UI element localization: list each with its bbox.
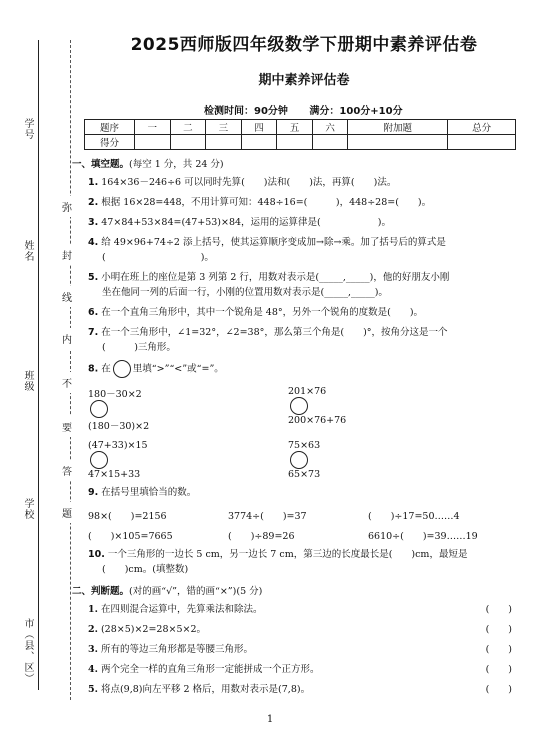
compare-item [288, 386, 346, 432]
compare-left: (47+33)×15 [88, 440, 148, 451]
score-cell[interactable] [277, 135, 313, 150]
table-cell: 附加题 [348, 120, 448, 135]
score-cell[interactable] [135, 135, 171, 150]
name-label: 姓名 [22, 240, 33, 262]
question-text: 小明在班上的座位是第 3 列第 2 行，用数对表示是(_____,_____)，他的好朋友小刚 [101, 272, 450, 283]
score-table-header [85, 120, 516, 135]
question-number: 7. [88, 327, 99, 338]
question-number: 6. [88, 307, 99, 318]
page-number: 1 [266, 714, 274, 725]
question-text: 在四则混合运算中，先算乘法和除法。 [100, 604, 263, 615]
compare-row [88, 440, 524, 480]
question-number: 2. [88, 624, 98, 635]
question-number: 10. [88, 549, 105, 560]
question-number: 1. [88, 604, 98, 615]
judge-item [88, 683, 524, 697]
compare-circle [113, 360, 131, 378]
binding-margin [0, 0, 80, 738]
seal-char: 线 [62, 286, 72, 307]
table-cell: 总分 [448, 120, 516, 135]
table-cell: 三 [206, 120, 242, 135]
question-4 [88, 235, 524, 265]
compare-right: 200×76+76 [288, 415, 347, 426]
question-text: 在括号里填恰当的数。 [101, 487, 197, 498]
judge-item [88, 623, 524, 637]
question-8 [88, 360, 524, 378]
question-text: 所有的等边三角形都是等腰三角形。 [100, 644, 253, 655]
fill-item: 6610÷( )=39……19 [368, 531, 478, 542]
table-cell: 得分 [85, 135, 135, 150]
answer-paren[interactable]: ( ) [485, 624, 512, 635]
section-title: 一、填空题。 [72, 159, 130, 170]
compare-right: (180－30)×2 [88, 421, 150, 432]
school-label: 学校 [22, 498, 33, 520]
question-number: 4. [88, 237, 99, 248]
question-7 [88, 325, 524, 355]
question-number: 2. [88, 197, 99, 208]
binding-dashed-line [70, 40, 71, 700]
question-text: 给 49×96+74÷2 添上括号，使其运算顺序变成加→除→乘。加了括号后的算式是 [101, 237, 446, 248]
table-cell: 题序 [85, 120, 135, 135]
seal-char: 题 [62, 502, 72, 523]
question-5 [88, 270, 524, 300]
judge-item [88, 643, 524, 657]
section-fill-blank [72, 156, 524, 170]
question-2 [88, 195, 524, 210]
compare-right: 65×73 [288, 469, 321, 480]
fill-row [88, 528, 524, 542]
question-text: 在 [101, 363, 111, 375]
compare-circle[interactable] [90, 400, 108, 418]
compare-item [88, 440, 288, 480]
fill-item: 98×( )=2156 [88, 511, 167, 522]
binding-solid-line [38, 40, 39, 690]
compare-left: 75×63 [288, 440, 321, 451]
seal-char: 封 [62, 244, 72, 265]
question-text: 一个三角形的一边长 5 cm，另一边长 7 cm，第三边的长度最长是( )cm，最短是 [107, 549, 468, 560]
question-text: (28×5)×2=28×5×2。 [100, 624, 207, 635]
question-3 [88, 215, 524, 230]
question-number: 9. [88, 487, 99, 498]
answer-paren[interactable]: ( ) [485, 604, 512, 615]
compare-left: 201×76 [288, 386, 327, 397]
question-text: 将点(9,8)向左平移 2 格后，用数对表示是(7,8)。 [100, 684, 311, 695]
question-number: 1. [88, 177, 99, 188]
exam-content [72, 30, 524, 697]
question-6 [88, 305, 524, 320]
seal-char: 弥 [62, 196, 72, 217]
score-cell[interactable] [348, 135, 448, 150]
compare-row [88, 386, 524, 432]
exam-time: 检测时间：90分钟 [204, 106, 288, 117]
question-9 [88, 485, 524, 500]
class-label: 班级 [22, 370, 33, 392]
question-continuation: ( )cm。(填整数) [102, 564, 189, 575]
table-cell: 二 [170, 120, 206, 135]
question-continuation: 坐在他同一列的后面一行，小刚的位置用数对表示是(_____,_____)。 [102, 287, 388, 298]
section-note: (每空 1 分，共 24 分) [129, 159, 224, 170]
score-cell[interactable] [448, 135, 516, 150]
score-cell[interactable] [206, 135, 242, 150]
score-table [84, 119, 516, 150]
page-title: 2025西师版四年级数学下册期中素养评估卷 [130, 35, 478, 55]
fill-item: ( )÷17=50……4 [368, 511, 460, 522]
table-cell: 四 [241, 120, 277, 135]
seal-char: 内 [62, 328, 72, 349]
question-number: 3. [88, 644, 98, 655]
compare-item [88, 386, 288, 432]
question-text: 在一个三角形中，∠1=32°，∠2=38°，那么第三个角是( )°，按角分这是一个 [101, 327, 448, 338]
score-cell[interactable] [312, 135, 348, 150]
district-label: 市（县、区） [22, 618, 33, 684]
question-text: 在一个直角三角形中，其中一个锐角是 48°，另外一个锐角的度数是( )。 [101, 307, 424, 318]
table-cell: 五 [277, 120, 313, 135]
question-number: 5. [88, 684, 98, 695]
question-continuation: ( )三角形。 [102, 342, 176, 353]
seal-char: 不 [62, 372, 72, 393]
section-note: (对的画“√”，错的画“×”)(5 分) [129, 586, 263, 597]
question-text: 里填“>”“<”或“=”。 [132, 363, 224, 375]
compare-circle[interactable] [290, 397, 308, 415]
page-subtitle: 期中素养评估卷 [258, 73, 350, 88]
question-text: 164×36－246÷6 可以同时先算( )法和( )法，再算( )法。 [101, 177, 397, 188]
seal-char: 要 [62, 416, 72, 437]
question-text: 根据 16×28=448，不用计算可知：448÷16=( )，448÷28=( )。 [101, 197, 432, 208]
section-title: 二、判断题。 [72, 586, 130, 597]
answer-paren[interactable]: ( ) [485, 644, 512, 655]
question-10 [88, 547, 524, 577]
table-cell: 一 [135, 120, 171, 135]
fill-item: ( )×105=7665 [88, 531, 173, 542]
compare-circle[interactable] [90, 451, 108, 469]
question-text: 47×84+53×84=(47+53)×84，运用的运算律是( )。 [101, 217, 391, 228]
question-1 [88, 175, 524, 190]
answer-paren[interactable]: ( ) [485, 664, 512, 675]
score-cell[interactable] [241, 135, 277, 150]
question-number: 3. [88, 217, 99, 228]
seal-char: 答 [62, 460, 72, 481]
judge-item [88, 603, 524, 617]
section-true-false [72, 583, 524, 597]
answer-paren[interactable]: ( ) [485, 684, 512, 695]
judge-item [88, 663, 524, 677]
score-table-row [85, 135, 516, 150]
exam-full-score: 满分：100分+10分 [309, 106, 403, 117]
fill-item: 3774÷( )=37 [228, 511, 307, 522]
fill-row [88, 508, 524, 522]
question-continuation: ( )。 [102, 252, 214, 263]
student-id-label: 学号 [22, 118, 33, 140]
compare-right: 47×15+33 [88, 469, 141, 480]
score-cell[interactable] [170, 135, 206, 150]
exam-meta [204, 102, 524, 117]
fill-item: ( )÷89=26 [228, 531, 295, 542]
compare-left: 180－30×2 [88, 389, 142, 400]
table-cell: 六 [312, 120, 348, 135]
question-number: 5. [88, 272, 99, 283]
question-text: 两个完全一样的直角三角形一定能拼成一个正方形。 [100, 664, 320, 675]
compare-circle[interactable] [290, 451, 308, 469]
question-number: 4. [88, 664, 98, 675]
compare-item [288, 440, 320, 480]
question-number: 8. [88, 363, 99, 375]
